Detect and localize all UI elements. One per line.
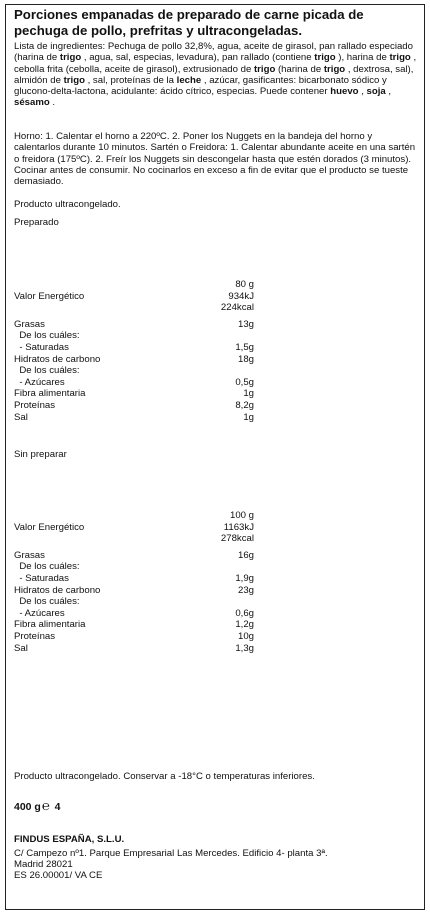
nutrition-row bbox=[14, 319, 314, 330]
nutrient-name: Valor Energético bbox=[14, 521, 85, 533]
nutrient-name: Proteínas bbox=[14, 400, 56, 411]
product-title: Porciones empanadas de preparado de carne picada de pechuga de pollo, prefritas y ultracongeladas. bbox=[14, 7, 364, 38]
nutrient-name: Proteínas bbox=[14, 631, 56, 642]
unit-count: 4 bbox=[54, 801, 61, 813]
company-name: FINDUS ESPAÑA, S.L.U. bbox=[14, 834, 125, 845]
ingredient-text: , cebolla frita (cebolla, aceite de girasol), extrusionado de bbox=[14, 52, 417, 75]
nutrient-name: Grasas bbox=[14, 318, 45, 330]
nutrient-value: 10g bbox=[237, 631, 254, 642]
nutrient-name: - Azúcares bbox=[14, 376, 65, 388]
nutrient-value: 1,5g bbox=[235, 342, 254, 353]
nutrition-row bbox=[14, 377, 314, 388]
nutrition-row bbox=[14, 330, 314, 341]
nutrient-name: Grasas bbox=[14, 549, 45, 561]
nutrition-row bbox=[14, 550, 314, 561]
unprepared-label: Sin preparar bbox=[14, 449, 67, 460]
address-line: C/ Campezo nº1. Parque Empresarial Las Mercedes. Edificio 4- planta 3ª. bbox=[14, 848, 328, 859]
allergen-text: trigo bbox=[389, 52, 411, 64]
net-weight-amount: 400 g bbox=[14, 801, 41, 813]
nutrition-row bbox=[14, 342, 314, 353]
nutrition-row bbox=[14, 585, 314, 596]
cooking-instructions: Horno: 1. Calentar el horno a 220ºC. 2. Poner los Nuggets en la bandeja del horno y calentarlos durante 10 minutos. Sartén o Freidora: 1. Calentar abundante aceite en una sartén o freidora (175ºC). 2. Freír los Nuggets sin descongelar hasta que estén dorados (3 minutos). Cocinar antes de consumir. No cocinarlos en exceso a fin de evitar que el producto se tueste demasiado. bbox=[14, 131, 416, 188]
nutrient-value: 1163kJ bbox=[223, 521, 254, 533]
allergen-text: trigo bbox=[63, 74, 85, 86]
storage-note: Producto ultracongelado. Conservar a -18°C o temperaturas inferiores. bbox=[14, 771, 315, 782]
nutrient-value: 1g bbox=[243, 388, 254, 400]
nutrition-row bbox=[14, 608, 314, 619]
nutrient-value: 1,3g bbox=[235, 642, 254, 654]
ingredients-list bbox=[14, 41, 418, 109]
ingredient-text: , azúcar, gasificantes: bicarbonato sódico y glucono-delta-lactona, acidulante: ácido cítrico, especias. Puede contener bbox=[14, 74, 387, 98]
ingredient-text: ), harina de bbox=[335, 52, 390, 64]
nutrient-value: 934kJ bbox=[228, 290, 254, 302]
nutrition-row bbox=[14, 400, 314, 411]
nutrient-value: 278kcal bbox=[220, 533, 254, 545]
ingredient-text: Lista de ingredientes: Pechuga de pollo 32,8%, agua, aceite de girasol, pan rallado especiado (harina de bbox=[14, 41, 413, 64]
nutrition-row bbox=[14, 631, 314, 642]
nutrient-value: 1,9g bbox=[235, 573, 254, 584]
nutrition-row bbox=[14, 561, 314, 572]
nutrient-name: - Saturadas bbox=[14, 342, 69, 353]
nutrition-row bbox=[14, 291, 314, 302]
ingredient-text: (harina de bbox=[275, 63, 324, 75]
nutrition-row bbox=[14, 619, 314, 630]
nutrient-name: Valor Energético bbox=[14, 290, 85, 302]
address-line: Madrid 28021 bbox=[14, 859, 73, 870]
nutrient-name: Sal bbox=[14, 411, 28, 423]
ingredient-text: , dextrosa, sal), almidón de bbox=[14, 63, 414, 86]
nutrient-value: 13g bbox=[237, 318, 254, 330]
ingredient-text: , agua, sal, especias, levadura), pan rallado (contiene bbox=[81, 52, 315, 64]
allergen-text: soja bbox=[366, 86, 386, 98]
nutrient-value: 0,5g bbox=[235, 376, 254, 388]
nutrient-value: 1g bbox=[243, 411, 254, 423]
nutrient-value: 23g bbox=[237, 584, 254, 596]
allergen-text: trigo bbox=[314, 52, 336, 64]
portion-size bbox=[14, 279, 314, 290]
nutrient-name: De los cuáles: bbox=[14, 365, 80, 377]
nutrition-row bbox=[14, 533, 314, 544]
nutrition-row bbox=[14, 596, 314, 607]
portion-value: 80 g bbox=[235, 279, 254, 290]
allergen-text: huevo bbox=[330, 86, 359, 98]
ingredient-text: , bbox=[358, 86, 367, 98]
allergen-text: sésamo bbox=[14, 97, 50, 109]
net-weight bbox=[14, 798, 60, 813]
product-type: Producto ultracongelado. bbox=[14, 199, 121, 210]
nutrition-row bbox=[14, 354, 314, 365]
nutrient-name: De los cuáles: bbox=[14, 596, 80, 608]
prepared-label: Preparado bbox=[14, 217, 59, 228]
nutrient-name: Fibra alimentaria bbox=[14, 388, 86, 400]
ingredient-text: , bbox=[385, 86, 392, 98]
nutrient-name: - Azúcares bbox=[14, 607, 65, 619]
nutrient-name: Fibra alimentaria bbox=[14, 619, 86, 631]
nutrition-row bbox=[14, 302, 314, 313]
nutrition-row bbox=[14, 365, 314, 376]
nutrient-value: 224kcal bbox=[220, 302, 254, 314]
nutrient-value: 1,2g bbox=[235, 619, 254, 631]
portion-size bbox=[14, 510, 314, 521]
allergen-text: trigo bbox=[59, 52, 82, 64]
nutrition-row bbox=[14, 412, 314, 423]
nutrient-value: 8,2g bbox=[235, 400, 254, 411]
nutrient-name: De los cuáles: bbox=[14, 561, 80, 573]
address-line: ES 26.00001/ VA CE bbox=[14, 870, 103, 881]
nutrition-row bbox=[14, 643, 314, 654]
nutrient-value: 0,6g bbox=[235, 607, 254, 619]
nutrition-row bbox=[14, 573, 314, 584]
nutrient-name: De los cuáles: bbox=[14, 330, 80, 342]
ingredient-text: . bbox=[49, 97, 56, 109]
allergen-text: leche bbox=[176, 74, 202, 86]
portion-value: 100 g bbox=[229, 510, 254, 521]
nutrient-value: 18g bbox=[237, 353, 254, 365]
allergen-text: trigo bbox=[253, 63, 276, 75]
nutrient-name: Sal bbox=[14, 642, 28, 654]
nutrition-row bbox=[14, 522, 314, 533]
nutrient-value: 16g bbox=[237, 549, 254, 561]
nutrient-name: Hidratos de carbono bbox=[14, 353, 101, 365]
nutrient-name: Hidratos de carbono bbox=[14, 584, 101, 596]
nutrient-name: - Saturadas bbox=[14, 573, 69, 584]
allergen-text: trigo bbox=[323, 63, 346, 75]
ingredient-text: , sal, proteínas de la bbox=[84, 74, 177, 86]
e-mark-icon: ℮ bbox=[41, 798, 50, 813]
company-address bbox=[14, 848, 414, 881]
nutrition-row bbox=[14, 388, 314, 399]
